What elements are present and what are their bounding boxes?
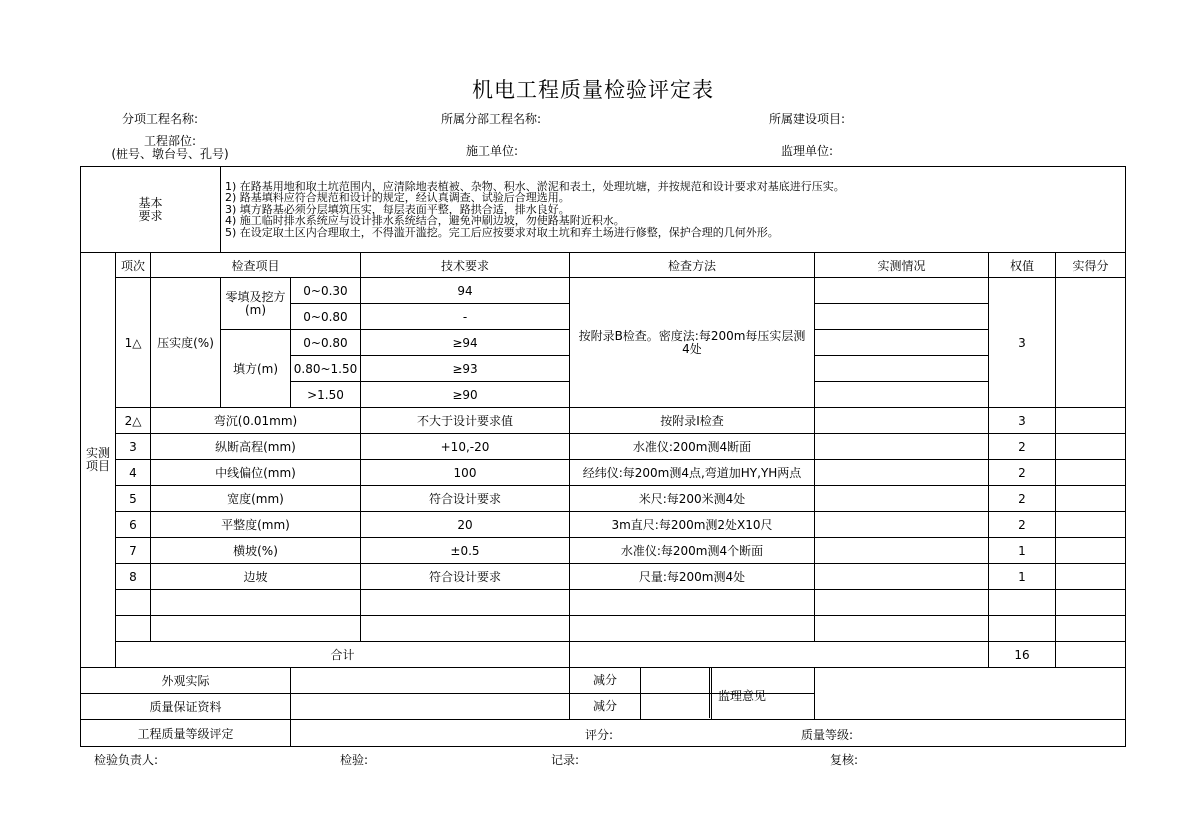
item-weight: 2 [989,434,1056,460]
item-method: 米尺:每200米测4处 [570,486,815,512]
col-weight: 权值 [989,253,1056,278]
basic-req-line: 3) 填方路基必须分层填筑压实，每层表面平整，路拱合适，排水良好。 [225,202,570,216]
basic-req-line: 4) 施工临时排水系统应与设计排水系统结合，避免冲刷边坡，勿使路基附近积水。 [225,214,625,228]
basic-req-label [81,167,221,253]
actual-cell[interactable] [815,330,989,356]
depth-cell: 0~0.30 [291,278,361,304]
score-cell[interactable] [1056,538,1126,564]
empty-cell[interactable] [116,590,151,616]
empty-cell[interactable] [815,616,989,642]
item-name: 纵断高程(mm) [151,434,361,460]
item-method: 水准仪:200m测4断面 [570,434,815,460]
item-no: 2△ [116,408,151,434]
empty-cell[interactable] [116,616,151,642]
fill-label: 填方(m) [221,330,291,408]
contractor-label: 施工单位: [466,144,519,158]
col-check-item: 检查项目 [151,253,361,278]
item-name: 宽度(mm) [151,486,361,512]
empty-cell[interactable] [989,590,1056,616]
table-row [81,564,1126,590]
basic-req-content [221,167,1126,253]
zero-fill-label [221,278,291,330]
item-no: 7 [116,538,151,564]
item-method: 水准仪:每200m测4个断面 [570,538,815,564]
tech-req-cell: ≥90 [361,382,570,408]
deduct-label-1: 减分 [570,668,641,693]
total-blank [570,642,989,668]
item-req: 符合设计要求 [361,486,570,512]
zero-fill-line1: 零填及挖方 [225,289,286,304]
basic-req-label-line1: 基本 [138,195,163,210]
item-req: 不大于设计要求值 [361,408,570,434]
empty-row [81,616,1126,642]
grade-eval-label: 工程质量等级评定 [81,720,291,747]
empty-cell[interactable] [1056,616,1126,642]
score-label: 评分: [585,728,614,742]
depth-cell: >1.50 [291,382,361,408]
item-name: 中线偏位(mm) [151,460,361,486]
tech-req-cell: - [361,304,570,330]
item-no: 3 [116,434,151,460]
score-cell[interactable] [1056,460,1126,486]
table-row [81,486,1126,512]
item-method: 尺量:每200m测4处 [570,564,815,590]
actual-cell[interactable] [815,408,989,434]
col-item-no: 项次 [116,253,151,278]
item-method: 按附录I检查 [570,408,815,434]
score-cell[interactable] [1056,486,1126,512]
location-label [100,135,240,161]
column-header-row [81,253,1126,278]
actual-cell[interactable] [815,434,989,460]
total-row [81,642,1126,668]
empty-row [81,590,1126,616]
item-no: 5 [116,486,151,512]
score-cell[interactable] [1056,408,1126,434]
quality-docs-value[interactable] [291,694,570,720]
check-label: 检验: [340,753,369,767]
total-score[interactable] [1056,642,1126,668]
supervisor-label: 监理单位: [781,144,834,158]
supervision-opinion-label: 监理意见 [718,689,767,703]
item-req: 100 [361,460,570,486]
tech-req-cell: 94 [361,278,570,304]
item-weight: 1 [989,564,1056,590]
basic-req-line: 1) 在路基用地和取土坑范围内，应清除地表植被、杂物、积水、淤泥和表土，处理坑塘，并按规范和设计要求对基底进行压实。 [225,179,845,193]
item-name: 弯沉(0.01mm) [151,408,361,434]
supervision-divider [709,668,710,718]
item-req: 符合设计要求 [361,564,570,590]
empty-cell[interactable] [151,590,361,616]
grade-label: 质量等级: [801,728,854,742]
item-no: 4 [116,460,151,486]
compaction-name: 压实度(%) [151,278,221,408]
tech-req-cell: ≥94 [361,330,570,356]
item-req: +10,-20 [361,434,570,460]
empty-cell[interactable] [1056,590,1126,616]
division-label: 所属分部工程名称: [441,112,542,126]
record-label: 记录: [551,753,580,767]
construction-project-label: 所属建设项目: [769,112,846,126]
actual-cell[interactable] [815,278,989,304]
item-name: 横坡(%) [151,538,361,564]
actual-cell[interactable] [815,538,989,564]
table-row [81,408,1126,434]
deduct-area-2 [570,694,815,720]
item-req: ±0.5 [361,538,570,564]
compaction-method [570,278,815,408]
page-title: 机电工程质量检验评定表 [472,78,714,102]
sub-project-label: 分项工程名称: [122,112,199,126]
depth-cell: 0~0.80 [291,330,361,356]
table-row [81,460,1126,486]
tech-req-cell: ≥93 [361,356,570,382]
compaction-no: 1△ [116,278,151,408]
location-label-line2: (桩号、墩台号、孔号) [111,147,229,161]
item-method: 经纬仪:每200m测4点,弯道加HY,YH两点 [570,460,815,486]
col-tech-req: 技术要求 [361,253,570,278]
basic-req-row [81,167,1126,253]
quality-docs-label: 质量保证资料 [81,694,291,720]
empty-cell[interactable] [815,590,989,616]
deduct-value-2[interactable] [641,694,712,719]
item-weight: 2 [989,460,1056,486]
appearance-value[interactable] [291,668,570,694]
compaction-method-line1: 按附录B检查。密度法:每200m每压实层测 [578,328,806,343]
item-no: 8 [116,564,151,590]
item-weight: 2 [989,486,1056,512]
compaction-weight: 3 [989,278,1056,408]
basic-req-label-line2: 要求 [138,208,163,223]
total-weight: 16 [989,642,1056,668]
zero-fill-line2: (m) [244,302,267,317]
compaction-score[interactable] [1056,278,1126,408]
appearance-row [81,668,1126,694]
item-weight: 2 [989,512,1056,538]
col-method: 检查方法 [570,253,815,278]
empty-cell[interactable] [361,590,570,616]
item-method: 3m直尺:每200m测2处X10尺 [570,512,815,538]
basic-req-line: 2) 路基填料应符合规范和设计的规定，经认真调查、试验后合理选用。 [225,191,570,205]
empty-cell[interactable] [570,616,815,642]
measured-items-label-line2: 项目 [85,459,110,473]
score-cell[interactable] [1056,434,1126,460]
actual-cell[interactable] [815,486,989,512]
depth-cell: 0~0.80 [291,304,361,330]
table-row [81,538,1126,564]
actual-cell[interactable] [815,356,989,382]
deduct-area-1 [570,668,815,694]
empty-cell[interactable] [570,590,815,616]
depth-cell: 0.80~1.50 [291,356,361,382]
actual-cell[interactable] [815,460,989,486]
measured-items-label-line1: 实测 [85,446,110,460]
compaction-method-line2: 4处 [682,341,702,356]
deduct-value-1[interactable] [641,668,712,693]
item-weight: 3 [989,408,1056,434]
table-row [81,512,1126,538]
table-row [81,434,1126,460]
col-actual: 实测情况 [815,253,989,278]
supervision-area [815,668,1126,720]
score-cell[interactable] [1056,564,1126,590]
actual-cell[interactable] [815,512,989,538]
actual-cell[interactable] [815,564,989,590]
inspector-label: 检验负责人: [94,753,159,767]
grade-row [81,720,1126,747]
item-name: 边坡 [151,564,361,590]
empty-cell[interactable] [989,616,1056,642]
item-no: 6 [116,512,151,538]
inspection-table [80,166,1126,747]
empty-cell[interactable] [151,616,361,642]
measured-items-label [81,253,116,668]
basic-req-line: 5) 在设定取土区内合理取土，不得滥开滥挖。完工后应按要求对取土坑和弃土场进行修整，保护合理的几何外形。 [225,225,779,239]
item-name: 平整度(mm) [151,512,361,538]
empty-cell[interactable] [361,616,570,642]
item-weight: 1 [989,538,1056,564]
col-score: 实得分 [1056,253,1126,278]
total-label: 合计 [116,642,570,668]
appearance-label: 外观实际 [81,668,291,694]
grade-eval-value [291,720,1126,747]
actual-cell[interactable] [815,382,989,408]
review-label: 复核: [830,753,859,767]
score-cell[interactable] [1056,512,1126,538]
location-label-line1: 工程部位: [143,134,197,148]
deduct-label-2: 减分 [570,694,641,719]
actual-cell[interactable] [815,304,989,330]
table-row [81,278,1126,304]
item-req: 20 [361,512,570,538]
